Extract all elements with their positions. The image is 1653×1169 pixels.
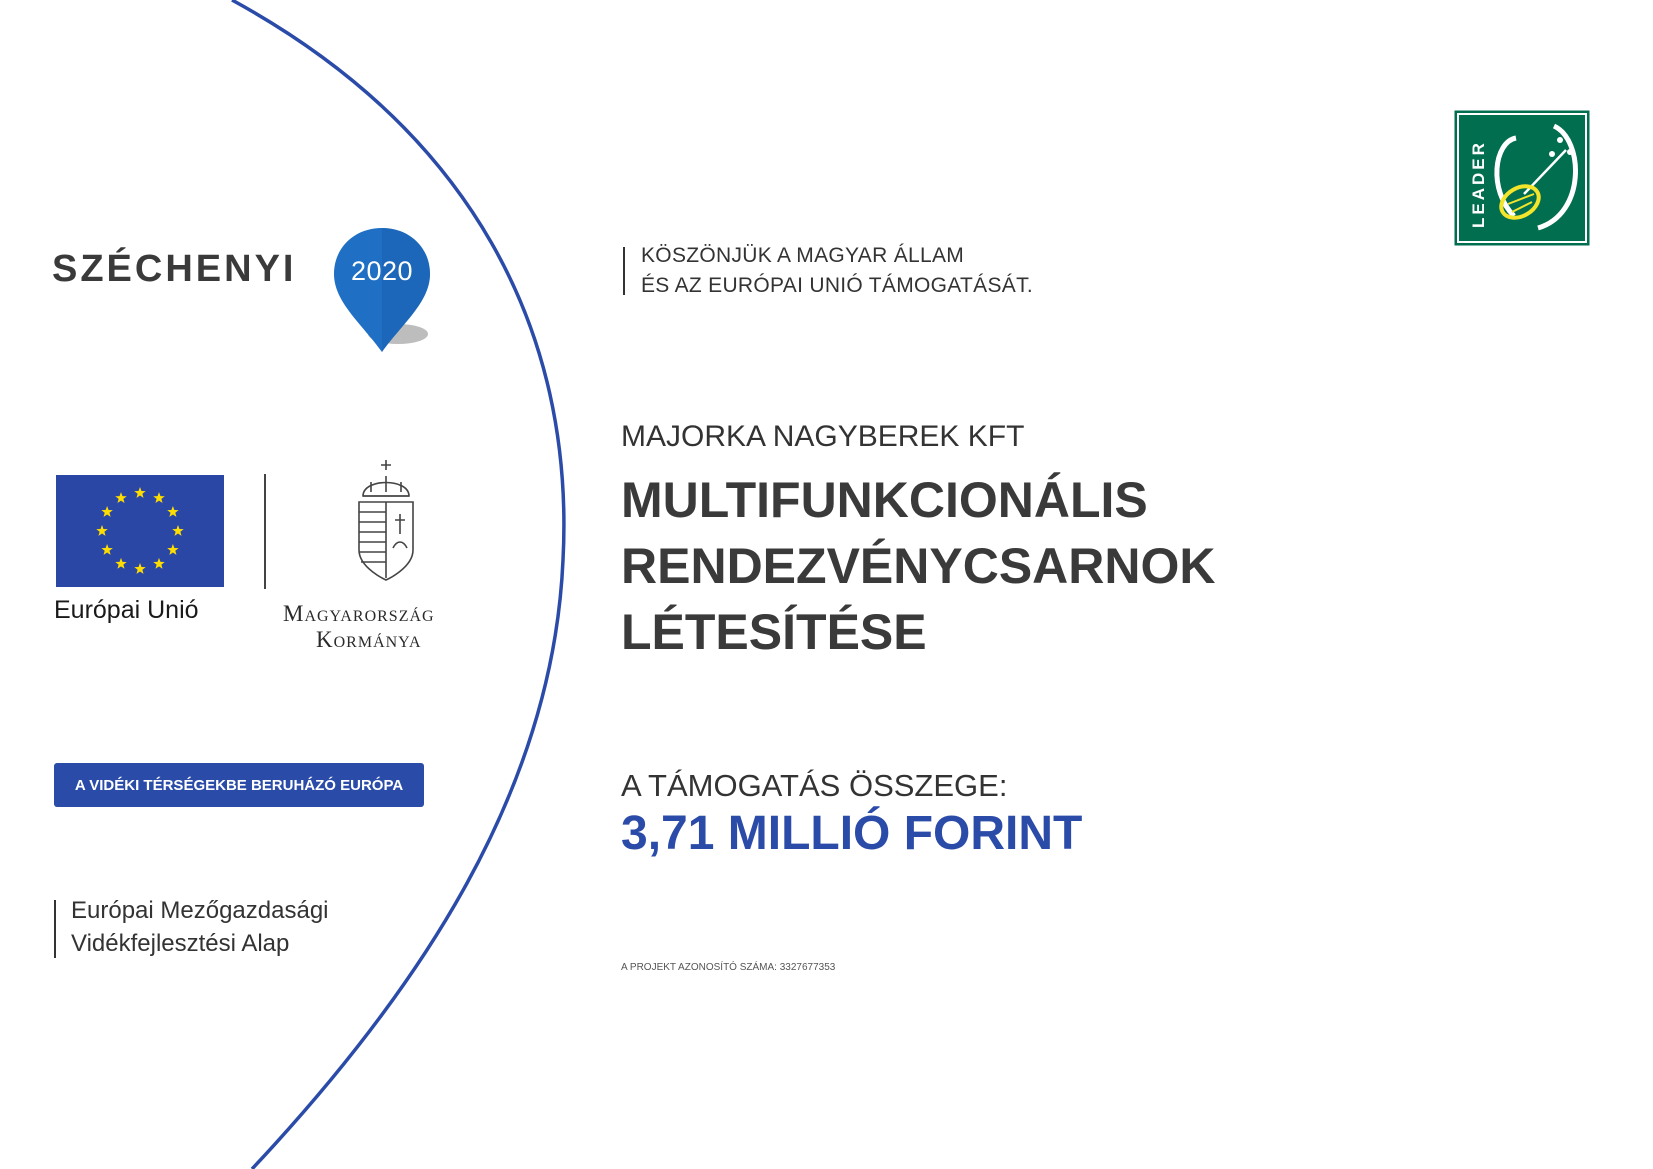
fund-line-1: Európai Mezőgazdasági [71, 897, 329, 924]
thanks-line-2: ÉS AZ EURÓPAI UNIÓ TÁMOGATÁSÁT. [641, 274, 1034, 297]
logo-divider [264, 474, 266, 589]
project-title-line-3: LÉTESÍTÉSE [621, 604, 927, 660]
eu-flag-icon [56, 475, 224, 587]
government-line-1: Magyarország [283, 601, 435, 626]
szechenyi-wordmark: SZÉCHENYI [52, 248, 297, 290]
project-title-line-2: RENDEZVÉNYCSARNOK [621, 538, 1216, 594]
eu-label: Európai Unió [54, 596, 199, 624]
fund-line-2: Vidékfejlesztési Alap [71, 930, 290, 957]
thanks-line-1: KÖSZÖNJÜK A MAGYAR ÁLLAM [641, 244, 965, 267]
leader-logo-icon [1454, 110, 1590, 246]
support-amount-value: 3,71 MILLIÓ FORINT [621, 807, 1083, 860]
szechenyi-year: 2020 [350, 256, 414, 286]
coat-of-arms-icon [353, 458, 419, 584]
project-title-line-1: MULTIFUNKCIONÁLIS [621, 472, 1148, 528]
fund-divider [54, 900, 56, 958]
thanks-divider [623, 247, 625, 295]
beneficiary-name: MAJORKA NAGYBEREK KFT [621, 420, 1025, 453]
government-line-2: Kormánya [316, 627, 422, 652]
map-pin-icon [330, 224, 434, 354]
support-amount-label: A TÁMOGATÁS ÖSSZEGE: [621, 768, 1008, 803]
rural-investment-banner: A VIDÉKI TÉRSÉGEKBE BERUHÁZÓ EURÓPA [54, 763, 424, 807]
project-id: A PROJEKT AZONOSÍTÓ SZÁMA: 3327677353 [621, 962, 836, 973]
leader-text: LEADER [1469, 140, 1488, 228]
